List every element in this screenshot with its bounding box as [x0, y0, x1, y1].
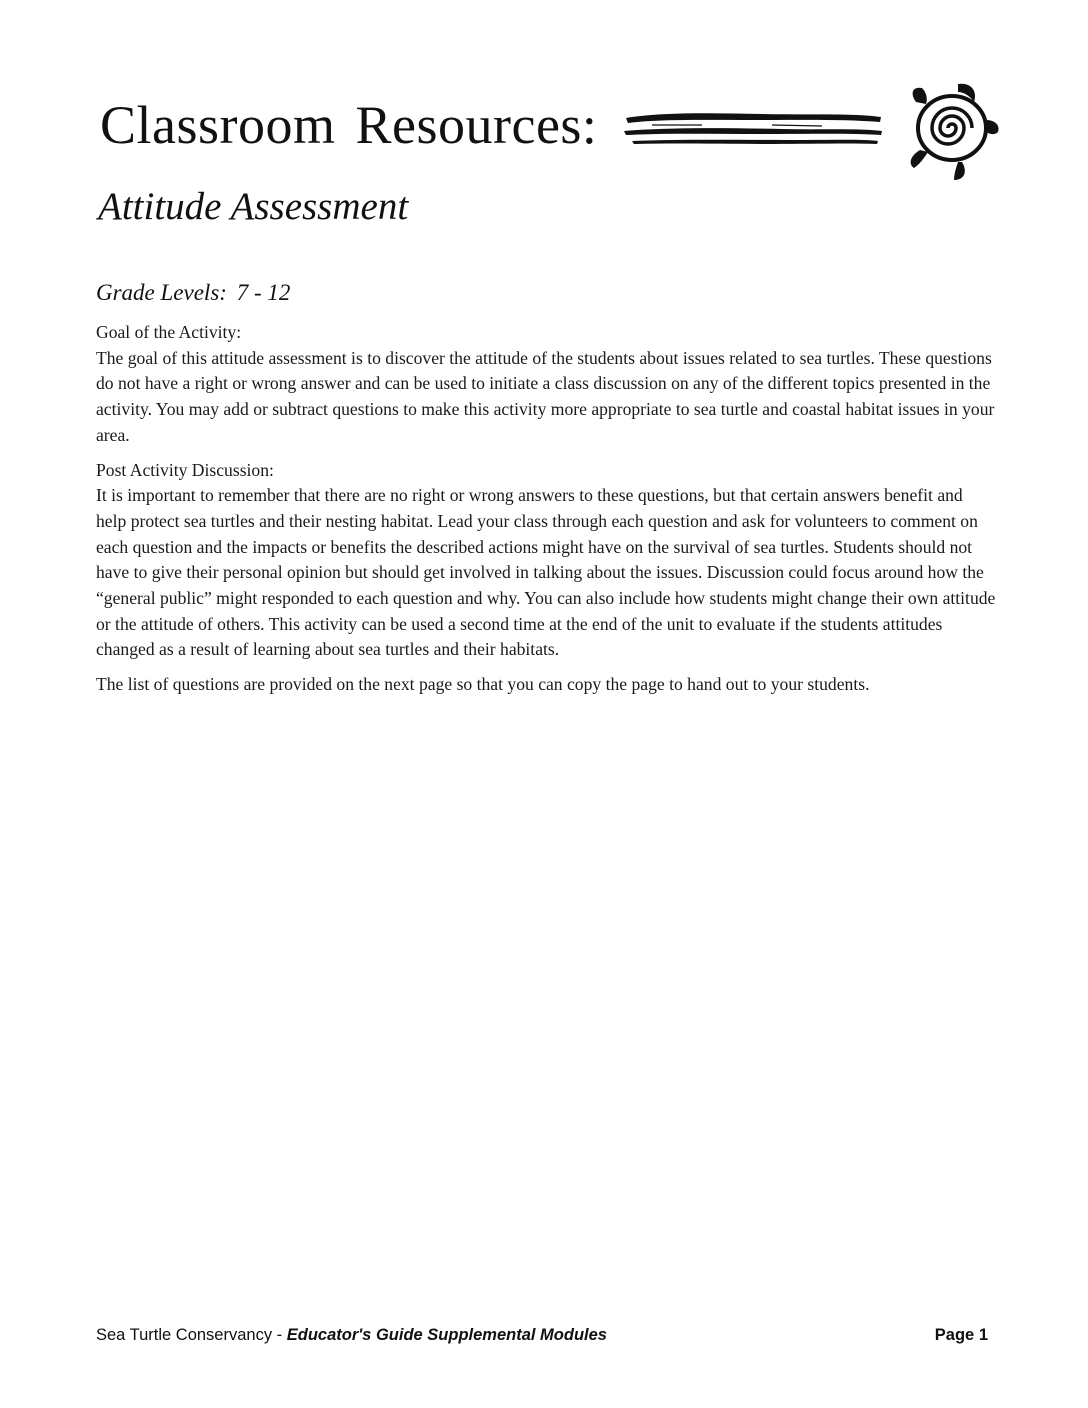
footer-guide-title: Educator's Guide Supplemental Modules — [286, 1326, 607, 1344]
page-subtitle: Attitude Assessment — [98, 185, 409, 228]
grade-label: Grade Levels: — [96, 280, 227, 305]
footer-org: Sea Turtle Conservancy - — [96, 1326, 287, 1344]
closing-paragraph: The list of questions are provided on the next page so that you can copy the page to hand out to your students. — [96, 674, 870, 695]
grade-levels — [96, 278, 290, 308]
body-content — [96, 320, 996, 698]
post-discussion-paragraph: It is important to remember that there are no right or wrong answers to these questions, but that certain answers benefit and help protect sea turtles and their nesting habitat. Lead your class through each question and ask for volunteers to comment on each question and the impacts or benefits the described actions might have on the survival of sea turtles. Students should not have to give their personal opinion but should get involved in talking about the issues. Discussion could focus around how the “general public” might responded to each question and why. You can also include how students might change their own attitude or the attitude of others. This activity can be used a second time at the end of the unit to evaluate if the students attitudes changed as a result of learning about sea turtles and their habitats. — [96, 485, 996, 660]
goal-heading: Goal of the Activity: — [96, 322, 242, 342]
grade-value: 7 - 12 — [236, 280, 291, 305]
footer-source — [96, 1324, 607, 1346]
page-number: Page 1 — [934, 1326, 988, 1344]
post-discussion-heading: Post Activity Discussion: — [96, 459, 274, 480]
page-title: Classroom Resources: — [100, 95, 598, 155]
brush-stroke-divider — [622, 104, 884, 150]
sea-turtle-logo — [902, 80, 1002, 184]
goal-paragraph: The goal of this attitude assessment is to discover the attitude of the students about issues related to sea turtles. These questions do not have a right or wrong answer and can be used to initiate a class discussion on any of the different topics presented in the activity. You may add or subtract questions to make this activity more appropriate to sea turtle and coastal habitat issues in your area. — [96, 347, 995, 445]
